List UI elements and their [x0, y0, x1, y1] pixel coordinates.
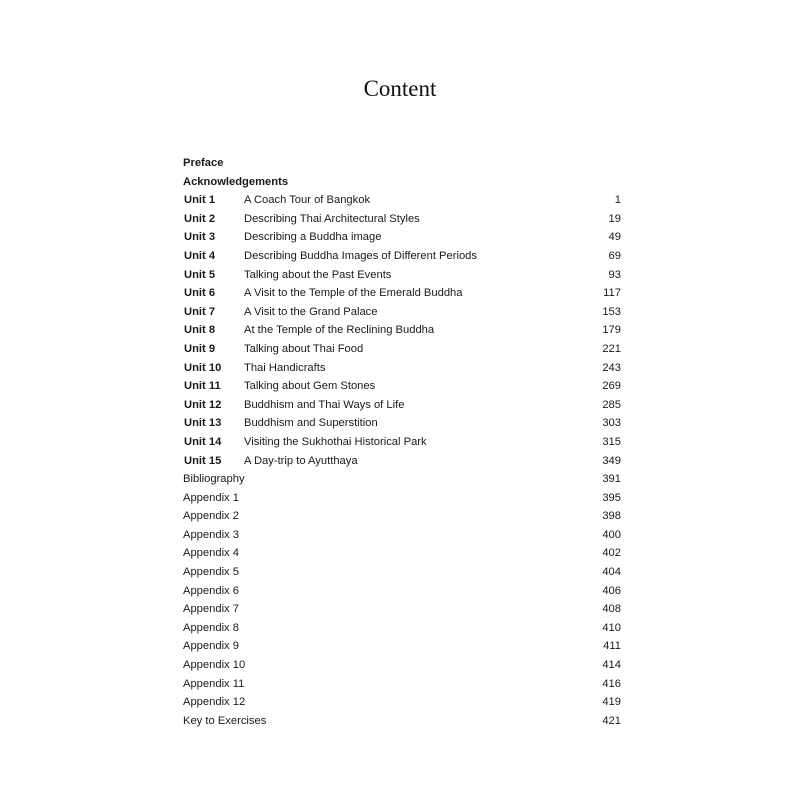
page-number: 153 [602, 305, 621, 318]
entry-title: Appendix 5 [183, 566, 239, 579]
unit-label: Unit 9 [184, 342, 216, 355]
unit-label: Unit 12 [184, 398, 222, 411]
page-number: 285 [602, 398, 621, 411]
entry-title: Appendix 4 [183, 547, 239, 560]
unit-label: Unit 5 [184, 268, 216, 281]
page-number: 414 [602, 659, 621, 672]
toc-unit-row [183, 191, 621, 210]
toc-back-row [183, 526, 621, 545]
toc-unit-row [183, 303, 621, 322]
entry-title: Appendix 9 [183, 640, 239, 653]
page-number: 315 [602, 435, 621, 448]
toc-back-row [183, 712, 621, 731]
toc-back-row [183, 656, 621, 675]
toc-back-row [183, 470, 621, 489]
page-number: 400 [602, 528, 621, 541]
toc-acknowledgements: Acknowledgements [183, 175, 289, 188]
unit-label: Unit 8 [184, 324, 216, 337]
unit-title: Talking about Thai Food [244, 342, 364, 355]
page-number: 1 [614, 194, 621, 207]
page-number: 404 [602, 566, 621, 579]
toc-back-row [183, 563, 621, 582]
unit-label: Unit 15 [184, 454, 222, 467]
entry-title: Appendix 6 [183, 584, 239, 597]
unit-title: Describing a Buddha image [244, 231, 382, 244]
unit-label: Unit 7 [184, 305, 216, 318]
page-number: 117 [603, 287, 621, 300]
toc-unit-row [183, 266, 621, 285]
toc-unit-row [183, 396, 621, 415]
entry-title: Appendix 1 [183, 491, 239, 504]
page-number: 391 [602, 473, 621, 486]
toc-unit-row [183, 414, 621, 433]
unit-title: Talking about Gem Stones [244, 380, 376, 393]
page-number: 410 [602, 621, 621, 634]
toc-unit-row [183, 452, 621, 471]
page-number: 221 [602, 342, 621, 355]
unit-label: Unit 14 [184, 435, 222, 448]
toc-unit-row [183, 228, 621, 247]
toc-unit-row [183, 359, 621, 378]
page-number: 243 [602, 361, 621, 374]
toc-back-row [183, 619, 621, 638]
page-number: 269 [602, 380, 621, 393]
unit-label: Unit 10 [184, 361, 222, 374]
page-number: 349 [602, 454, 621, 467]
unit-title: Thai Handicrafts [244, 361, 326, 374]
toc-back-row [183, 637, 621, 656]
unit-label: Unit 11 [184, 380, 221, 393]
toc-back-row [183, 507, 621, 526]
page-number: 402 [602, 547, 621, 560]
entry-title: Appendix 3 [183, 528, 239, 541]
page-number: 179 [602, 324, 621, 337]
toc-unit-row [183, 321, 621, 340]
unit-title: Buddhism and Thai Ways of Life [244, 398, 405, 411]
unit-title: Talking about the Past Events [244, 268, 392, 281]
page-number: 93 [608, 268, 621, 281]
toc-back-row [183, 675, 621, 694]
page-number: 69 [608, 249, 621, 262]
page-number: 419 [602, 696, 621, 709]
toc-unit-row [183, 284, 621, 303]
entry-title: Bibliography [183, 473, 245, 486]
page-number: 416 [602, 677, 621, 690]
unit-label: Unit 6 [184, 287, 216, 300]
toc-back-row [183, 693, 621, 712]
entry-title: Appendix 8 [183, 621, 239, 634]
toc-preface: Preface [183, 157, 224, 169]
page-number: 303 [602, 417, 621, 430]
toc-back-row [183, 544, 621, 563]
toc-unit-row [183, 377, 621, 396]
unit-title: Describing Thai Architectural Styles [244, 212, 420, 225]
toc-unit-row [183, 247, 621, 266]
page-number: 398 [602, 510, 621, 523]
entry-title: Appendix 7 [183, 603, 239, 616]
toc-back-row [183, 600, 621, 619]
unit-label: Unit 2 [184, 212, 216, 225]
page-number: 395 [602, 491, 621, 504]
unit-title: A Day-trip to Ayutthaya [244, 454, 358, 467]
page-number: 421 [602, 714, 621, 727]
page-number: 49 [608, 231, 621, 244]
entry-title: Appendix 12 [183, 696, 246, 709]
entry-title: Key to Exercises [183, 714, 267, 727]
table-of-contents [183, 154, 621, 730]
unit-title: A Visit to the Temple of the Emerald Buddha [244, 287, 463, 300]
unit-label: Unit 1 [184, 194, 216, 207]
unit-title: A Visit to the Grand Palace [244, 305, 378, 318]
unit-title: A Coach Tour of Bangkok [244, 194, 371, 207]
unit-title: Buddhism and Superstition [244, 417, 378, 430]
unit-label: Unit 13 [184, 417, 222, 430]
unit-label: Unit 4 [184, 249, 216, 262]
page-number: 411 [603, 640, 621, 653]
entry-title: Appendix 11 [183, 677, 245, 690]
page-number: 408 [602, 603, 621, 616]
page-number: 406 [602, 584, 621, 597]
unit-title: At the Temple of the Reclining Buddha [244, 324, 435, 337]
toc-unit-row [183, 340, 621, 359]
page-number: 19 [608, 212, 621, 225]
unit-title: Describing Buddha Images of Different Periods [244, 249, 477, 262]
toc-unit-row [183, 433, 621, 452]
toc-back-row [183, 489, 621, 508]
entry-title: Appendix 2 [183, 510, 239, 523]
toc-unit-row [183, 210, 621, 229]
page-title: Content [363, 76, 437, 101]
unit-title: Visiting the Sukhothai Historical Park [244, 435, 427, 448]
unit-label: Unit 3 [184, 231, 216, 244]
entry-title: Appendix 10 [183, 659, 246, 672]
toc-back-row [183, 582, 621, 601]
